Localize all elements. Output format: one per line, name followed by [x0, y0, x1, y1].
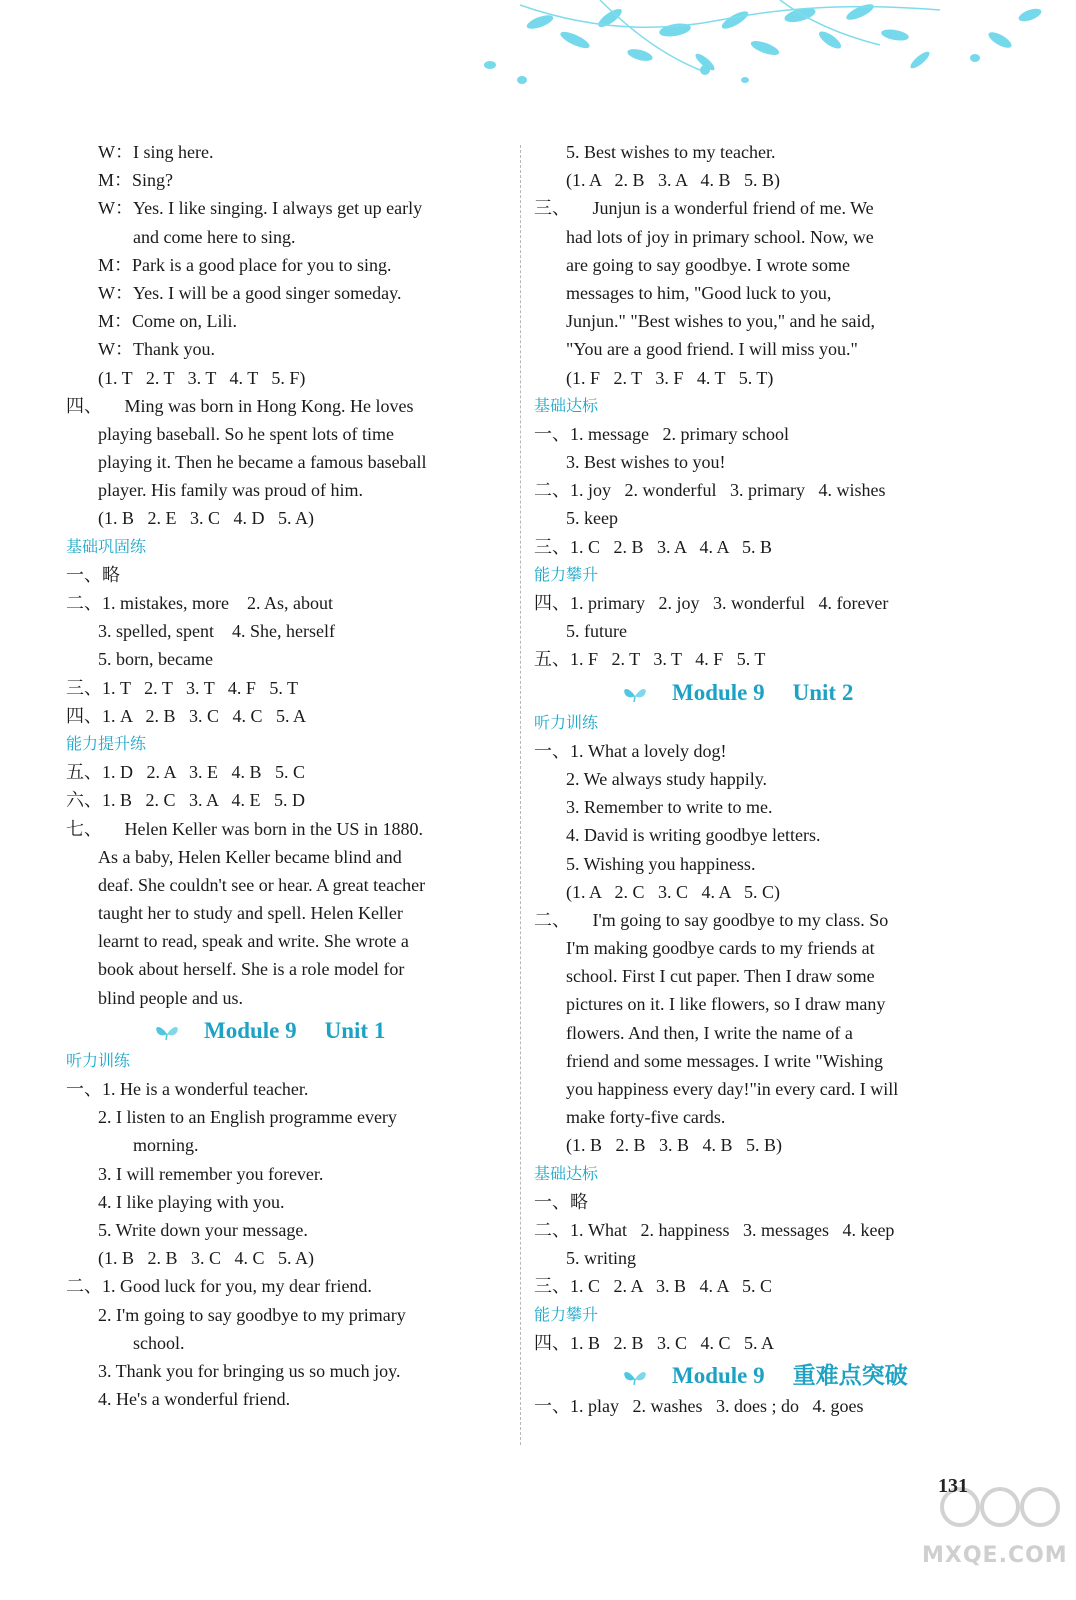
answer-line: 二、 I'm going to say goodbye to my class. So	[534, 909, 889, 930]
right-column	[534, 138, 984, 1420]
answer-line: pictures on it. I like flowers, so I draw many	[566, 994, 886, 1015]
module-title: Module 9	[204, 1017, 297, 1043]
answer-line: 四、1. B 2. B 3. C 4. C 5. A	[534, 1332, 775, 1353]
answer-line: 5. born, became	[98, 649, 213, 670]
answer-line: W：I sing here.	[98, 142, 214, 162]
answer-line: blind people and us.	[98, 987, 243, 1008]
section-heading: 能力提升练	[66, 733, 147, 753]
answer-line: 四、 Ming was born in Hong Kong. He loves	[66, 395, 414, 416]
answer-line: 五、1. D 2. A 3. E 4. B 5. C	[66, 762, 306, 783]
answer-line: 二、1. joy 2. wonderful 3. primary 4. wishes	[534, 480, 886, 501]
answer-line: flowers. And then, I write the name of a	[566, 1022, 853, 1043]
watermark-text: MXQE.COM	[922, 1543, 1068, 1568]
section-heading: 能力攀升	[534, 564, 599, 584]
module-title: Module 9	[672, 1362, 765, 1388]
answer-line: 2. I'm going to say goodbye to my primary	[98, 1304, 406, 1325]
butterfly-icon	[622, 684, 648, 704]
answer-line: 三、 Junjun is a wonderful friend of me. We	[534, 198, 874, 219]
answer-line: 3. I will remember you forever.	[98, 1163, 324, 1184]
answer-line: 一、1. message 2. primary school	[534, 423, 789, 444]
answer-line: 5. keep	[566, 508, 618, 529]
answer-line: 二、1. Good luck for you, my dear friend.	[66, 1276, 372, 1297]
answer-line: M：Come on, Lili.	[98, 311, 237, 332]
answer-line: (1. B 2. B 3. B 4. B 5. B)	[566, 1135, 783, 1156]
answer-line: As a baby, Helen Keller became blind and	[98, 846, 402, 867]
answer-line: 4. I like playing with you.	[98, 1191, 285, 1212]
module-heading	[66, 1015, 506, 1047]
answer-line: "You are a good friend. I will miss you."	[566, 339, 858, 360]
answer-line: (1. B 2. B 3. C 4. C 5. A)	[98, 1248, 315, 1269]
answer-line: are going to say goodbye. I wrote some	[566, 254, 850, 275]
answer-line: 三、1. T 2. T 3. T 4. F 5. T	[66, 677, 299, 698]
answer-line: (1. T 2. T 3. T 4. T 5. F)	[98, 367, 306, 388]
module-heading	[534, 677, 984, 709]
answer-line: 3. Remember to write to me.	[566, 797, 773, 818]
answer-line: 3. spelled, spent 4. She, herself	[98, 621, 335, 642]
unit-title: Unit 1	[324, 1017, 386, 1043]
answer-line: Junjun." "Best wishes to you," and he said,	[566, 311, 876, 332]
answer-line: (1. A 2. C 3. C 4. A 5. C)	[566, 881, 781, 902]
answer-line: 5. Wishing you happiness.	[566, 853, 756, 874]
answer-line: had lots of joy in primary school. Now, we	[566, 226, 874, 247]
answer-line: 一、1. He is a wonderful teacher.	[66, 1079, 309, 1099]
answer-line: 五、1. F 2. T 3. T 4. F 5. T	[534, 649, 766, 670]
answer-line: deaf. She couldn't see or hear. A great teacher	[98, 874, 426, 895]
header-leaf-decoration	[0, 0, 1076, 110]
answer-line: friend and some messages. I write "Wishing	[566, 1050, 884, 1071]
answer-line: 5. Best wishes to my teacher.	[566, 142, 776, 162]
answer-line: 六、1. B 2. C 3. A 4. E 5. D	[66, 790, 306, 811]
answer-line: W：Yes. I will be a good singer someday.	[98, 282, 402, 303]
watermark-logo	[905, 1482, 1065, 1592]
answer-line: 一、1. What a lovely dog!	[534, 740, 727, 761]
module-heading	[534, 1360, 984, 1392]
butterfly-icon	[154, 1022, 180, 1042]
butterfly-icon	[622, 1367, 648, 1387]
answer-line: W：Thank you.	[98, 339, 215, 360]
left-column	[66, 138, 506, 1413]
answer-line: messages to him, "Good luck to you,	[566, 282, 832, 303]
answer-line: (1. B 2. E 3. C 4. D 5. A)	[98, 508, 314, 529]
section-heading: 基础巩固练	[66, 536, 147, 556]
answer-line: 5. future	[566, 621, 627, 642]
answer-line: book about herself. She is a role model for	[98, 959, 405, 980]
answer-line: school. First I cut paper. Then I draw some	[566, 966, 875, 987]
answer-line: morning.	[133, 1135, 199, 1156]
page-number: 131	[938, 1475, 968, 1497]
answer-line: 3. Thank you for bringing us so much joy.	[98, 1360, 401, 1381]
section-heading: 基础达标	[534, 1163, 599, 1183]
answer-line: player. His family was proud of him.	[98, 480, 363, 501]
answer-line: 四、1. A 2. B 3. C 4. C 5. A	[66, 705, 307, 726]
answer-line: playing it. Then he became a famous baseball	[98, 452, 427, 473]
answer-line: M：Sing?	[98, 170, 174, 191]
answer-line: 三、1. C 2. A 3. B 4. A 5. C	[534, 1276, 773, 1297]
answer-line: 5. Write down your message.	[98, 1219, 308, 1240]
answer-line: (1. A 2. B 3. A 4. B 5. B)	[566, 170, 781, 191]
answer-line: 2. We always study happily.	[566, 768, 768, 789]
answer-line: 一、略	[66, 564, 120, 585]
answer-line: 三、1. C 2. B 3. A 4. A 5. B	[534, 536, 773, 557]
answer-line: playing baseball. So he spent lots of time	[98, 423, 394, 444]
section-heading: 基础达标	[534, 395, 599, 415]
answer-line: 一、1. play 2. washes 3. does ; do 4. goes	[534, 1395, 864, 1416]
answer-line: school.	[133, 1332, 185, 1353]
answer-line: 4. David is writing goodbye letters.	[566, 825, 821, 846]
answer-line: and come here to sing.	[133, 226, 296, 247]
section-heading: 能力攀升	[534, 1304, 599, 1324]
answer-line: 七、 Helen Keller was born in the US in 1880.	[66, 818, 423, 839]
answer-line: 四、1. primary 2. joy 3. wonderful 4. forever	[534, 593, 889, 613]
answer-line: 4. He's a wonderful friend.	[98, 1389, 291, 1410]
answer-line: W：Yes. I like singing. I always get up early	[98, 198, 423, 219]
answer-line: 5. writing	[566, 1248, 636, 1269]
answer-line: learnt to read, speak and write. She wrote a	[98, 931, 409, 952]
answer-line: I'm making goodbye cards to my friends at	[566, 938, 875, 959]
section-heading: 听力训练	[66, 1050, 131, 1070]
answer-line: 2. I listen to an English programme every	[98, 1107, 397, 1128]
answer-line: 二、1. mistakes, more 2. As, about	[66, 593, 333, 613]
answer-line: 二、1. What 2. happiness 3. messages 4. keep	[534, 1219, 895, 1240]
answer-line: taught her to study and spell. Helen Keller	[98, 903, 403, 924]
answer-line: (1. F 2. T 3. F 4. T 5. T)	[566, 367, 774, 388]
unit-title: Unit 2	[792, 679, 854, 705]
answer-line: you happiness every day!"in every card. I will	[566, 1079, 899, 1099]
answer-line: M：Park is a good place for you to sing.	[98, 254, 392, 275]
answer-line: 一、略	[534, 1191, 588, 1212]
section-heading: 听力训练	[534, 712, 599, 732]
answer-line: make forty-five cards.	[566, 1107, 726, 1128]
answer-line: 3. Best wishes to you!	[566, 452, 726, 473]
unit-title: 重难点突破	[792, 1362, 908, 1388]
module-title: Module 9	[672, 679, 765, 705]
column-divider	[520, 145, 521, 1445]
